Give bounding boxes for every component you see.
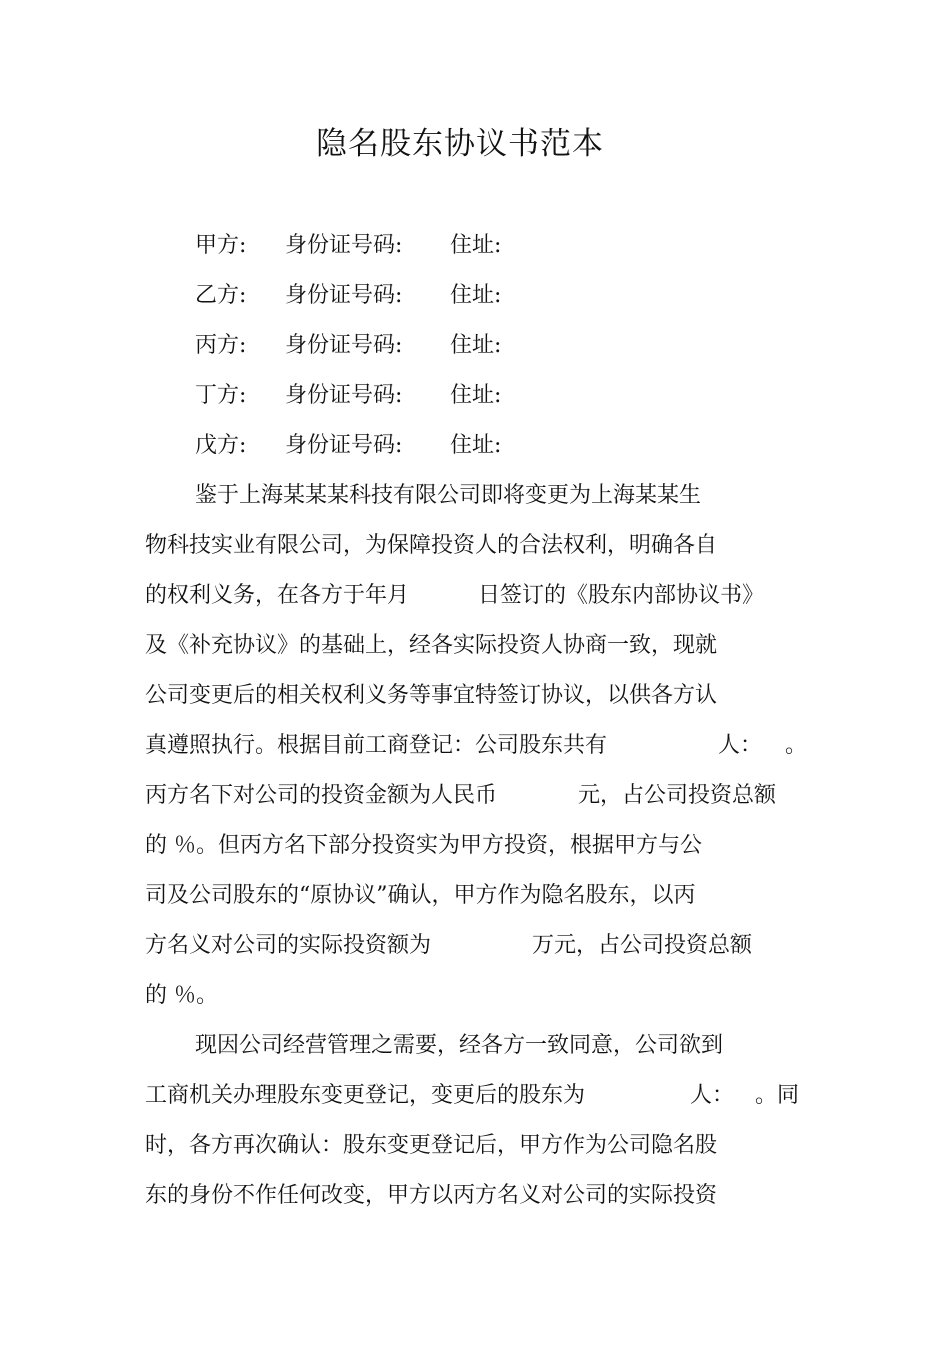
- text-segment: 真遵照执行。根据目前工商登记：公司股东共有: [145, 733, 608, 758]
- text-line: [0, 1078, 950, 1108]
- party-label: 甲方:: [195, 233, 247, 258]
- address-label: 住址:: [450, 433, 502, 458]
- text-line: [0, 828, 950, 858]
- text-segment: 的 ％。: [145, 983, 218, 1008]
- address-label: 住址:: [450, 233, 502, 258]
- text-segment: 的权利义务，在各方于年月: [145, 583, 410, 608]
- text-line: [0, 628, 950, 658]
- text-line: [0, 1028, 950, 1058]
- text-line: [0, 778, 950, 808]
- address-label: 住址:: [450, 283, 502, 308]
- text-line: [0, 678, 950, 708]
- text-segment: 司及公司股东的“原协议”确认，甲方作为隐名股东，以丙: [145, 883, 696, 908]
- text-line: [0, 578, 950, 608]
- text-segment: 人：: [690, 1083, 735, 1108]
- id-number-label: 身份证号码:: [285, 333, 403, 358]
- text-line: [0, 878, 950, 908]
- address-label: 住址:: [450, 333, 502, 358]
- party-label: 乙方:: [195, 283, 247, 308]
- text-segment: 人：: [718, 733, 763, 758]
- text-segment: 东的身份不作任何改变，甲方以丙方名义对公司的实际投资: [145, 1183, 718, 1208]
- text-line: [0, 978, 950, 1008]
- text-segment: 物科技实业有限公司，为保障投资人的合法权利，明确各自: [145, 533, 718, 558]
- document-title: 隐名股东协议书范本: [316, 126, 604, 162]
- id-number-label: 身份证号码:: [285, 383, 403, 408]
- text-segment: 元，占公司投资总额: [578, 783, 777, 808]
- text-line: [0, 1178, 950, 1208]
- text-segment: 公司变更后的相关权利义务等事宜特签订协议，以供各方认: [145, 683, 718, 708]
- text-segment: 工商机关办理股东变更登记，变更后的股东为: [145, 1083, 586, 1108]
- address-label: 住址:: [450, 383, 502, 408]
- text-line: [0, 728, 950, 758]
- text-line: [0, 928, 950, 958]
- text-segment: 时，各方再次确认：股东变更登记后，甲方作为公司隐名股: [145, 1133, 718, 1158]
- text-line: [0, 1128, 950, 1158]
- id-number-label: 身份证号码:: [285, 233, 403, 258]
- party-label: 丙方:: [195, 333, 247, 358]
- text-segment: 日签订的《股东内部协议书》: [478, 583, 765, 608]
- text-segment: 鉴于上海某某某科技有限公司即将变更为上海某某生: [195, 483, 702, 508]
- text-segment: 及《补充协议》的基础上，经各实际投资人协商一致，现就: [145, 633, 718, 658]
- text-segment: 方名义对公司的实际投资额为: [145, 933, 432, 958]
- text-segment: 丙方名下对公司的投资金额为人民币: [145, 783, 498, 808]
- text-segment: 。: [785, 733, 808, 758]
- id-number-label: 身份证号码:: [285, 433, 403, 458]
- text-segment: 万元，占公司投资总额: [532, 933, 753, 958]
- text-line: [0, 478, 950, 508]
- text-line: [0, 528, 950, 558]
- party-label: 丁方:: [195, 383, 247, 408]
- text-segment: 。同: [755, 1083, 800, 1108]
- text-segment: 的 ％。但丙方名下部分投资实为甲方投资，根据甲方与公: [145, 833, 702, 858]
- text-segment: 现因公司经营管理之需要，经各方一致同意，公司欲到: [195, 1033, 724, 1058]
- party-label: 戊方:: [195, 433, 247, 458]
- id-number-label: 身份证号码:: [285, 283, 403, 308]
